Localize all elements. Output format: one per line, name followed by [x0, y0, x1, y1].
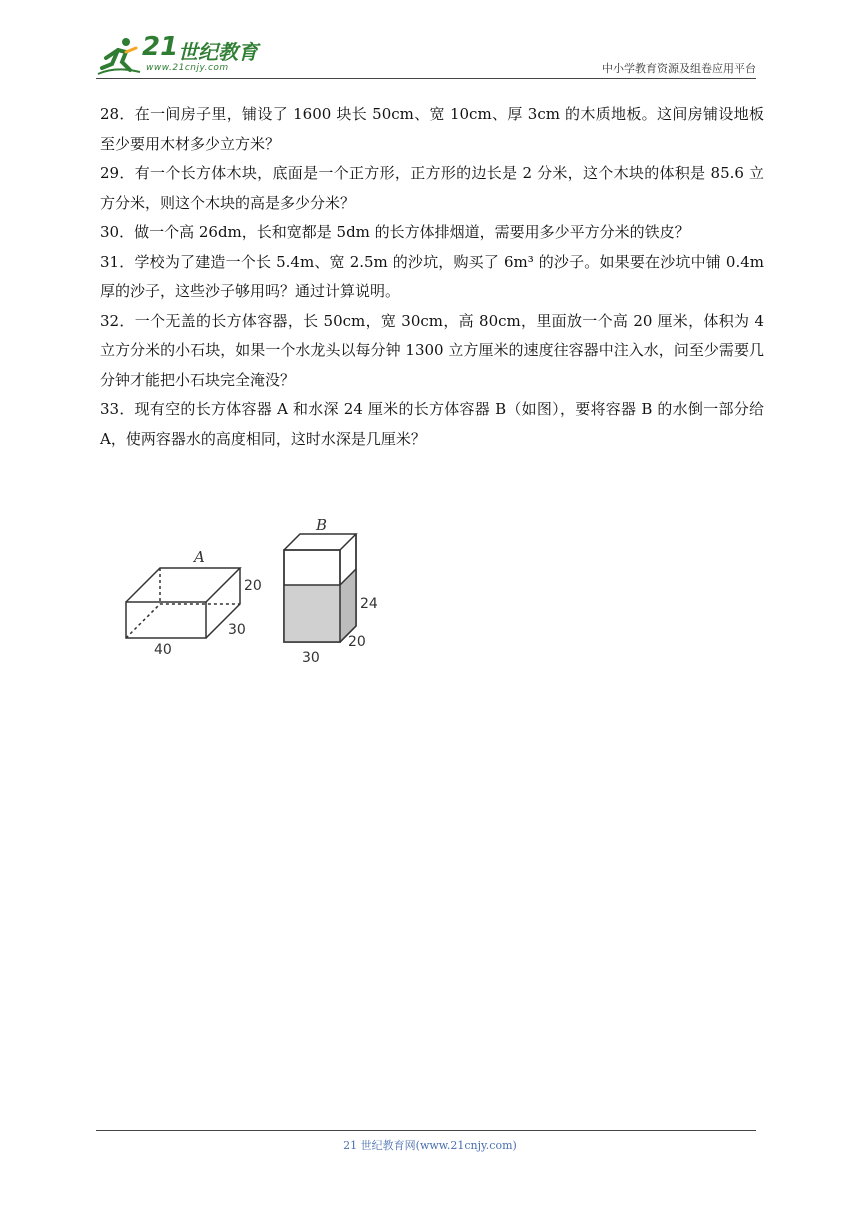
box-b-width: 20 — [348, 634, 366, 650]
box-b-water: 24 — [360, 596, 378, 612]
container-figure — [110, 516, 400, 676]
question-33: 33．现有空的长方体容器 A 和水深 24 厘米的长方体容器 B（如图），要将容器 B 的水倒一部分给 A，使两容器水的高度相同，这时水深是几厘米？ — [100, 400, 764, 448]
question-28: 28．在一间房子里，铺设了 1600 块长 50cm、宽 10cm、厚 3cm 的木质地板。这间房铺设地板至少要用木材多少立方米？ — [100, 105, 764, 153]
box-a-length: 40 — [154, 642, 172, 658]
logo-number: 21 — [142, 32, 179, 62]
question-31: 31．学校为了建造一个长 5.4m、宽 2.5m 的沙坑，购买了 6m³ 的沙子。如果要在沙坑中铺 0.4m 厚的沙子，这些沙子够用吗？通过计算说明。 — [100, 252, 764, 300]
box-b — [284, 534, 356, 642]
footer-link[interactable]: 21 世纪教育网(www.21cnjy.com) — [343, 1139, 517, 1152]
logo-title: 世纪教育 — [178, 40, 258, 64]
footer-divider — [96, 1130, 756, 1131]
box-a-width: 30 — [228, 622, 246, 638]
platform-name: 中小学教育资源及组卷应用平台 — [602, 62, 756, 75]
box-a-label: A — [194, 548, 205, 566]
page-header — [96, 30, 756, 80]
box-a-height: 20 — [244, 578, 262, 594]
box-b-label: B — [316, 516, 328, 534]
box-a — [126, 568, 240, 638]
boxes-diagram — [110, 516, 400, 676]
question-29: 29．有一个长方体木块，底面是一个正方形，正方形的边长是 2 分米，这个木块的体积是 85.6 立方分米，则这个木块的高是多少分米？ — [100, 164, 764, 212]
site-logo[interactable] — [96, 30, 266, 78]
logo-url: www.21cnjy.com — [146, 63, 229, 73]
header-divider — [96, 78, 756, 79]
question-list — [100, 100, 764, 454]
question-32: 32．一个无盖的长方体容器，长 50cm，宽 30cm，高 80cm，里面放一个高 20 厘米，体积为 4 立方分米的小石块，如果一个水龙头以每分钟 1300 立方厘米的速度往容器中注入水，问至少需要几分钟才能把小石块完全淹没？ — [100, 311, 764, 389]
question-30: 30．做一个高 26dm，长和宽都是 5dm 的长方体排烟道，需要用多少平方分米的铁皮？ — [100, 223, 690, 241]
box-b-length: 30 — [302, 650, 320, 666]
runner-logo-icon — [96, 36, 142, 76]
